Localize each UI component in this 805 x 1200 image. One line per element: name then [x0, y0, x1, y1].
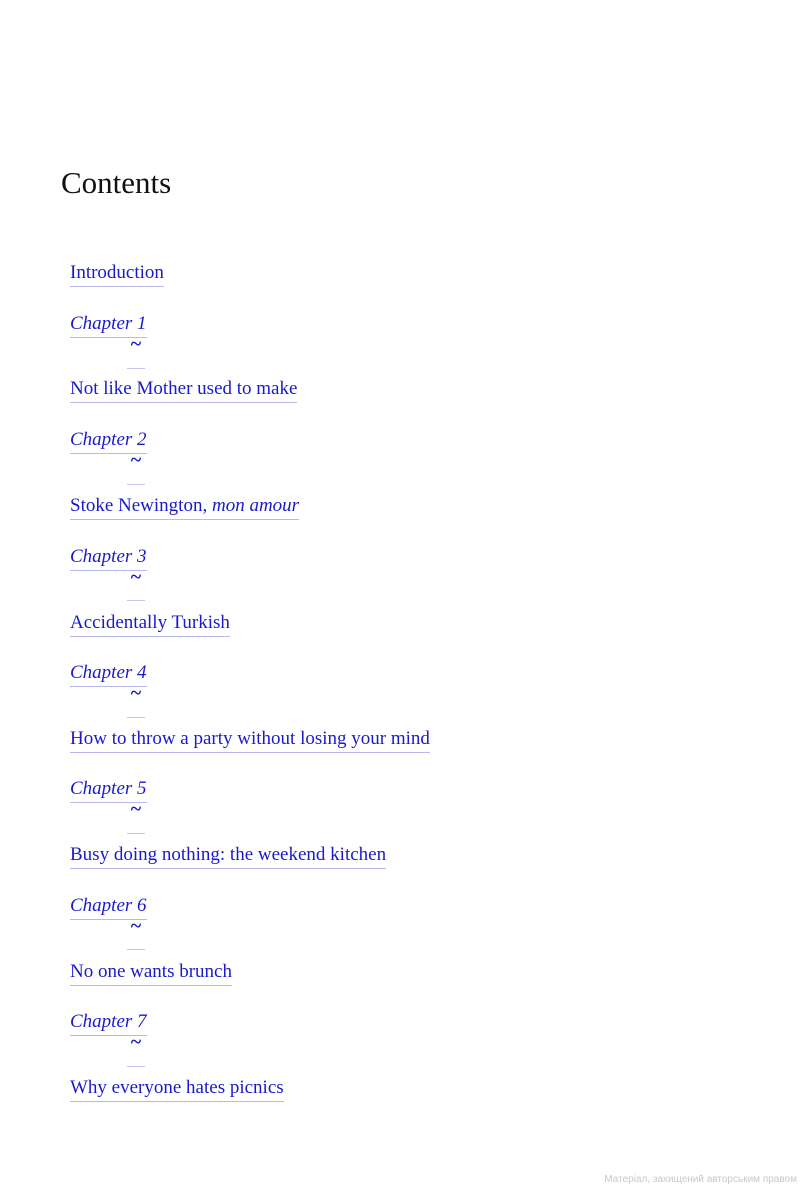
toc-link-chapter-4-label[interactable]: Chapter 4: [70, 661, 147, 687]
toc-link-chapter-2-title[interactable]: [70, 494, 299, 520]
toc-link-chapter-6-label[interactable]: Chapter 6: [70, 894, 147, 920]
toc-link-chapter-3-title[interactable]: Accidentally Turkish: [70, 611, 230, 637]
toc-link-chapter-3-label[interactable]: Chapter 3: [70, 545, 147, 571]
chapter-7-ornament: ~: [130, 1031, 142, 1053]
toc-link-chapter-7-title[interactable]: Why everyone hates picnics: [70, 1076, 284, 1102]
toc-link-chapter-7-label[interactable]: Chapter 7: [70, 1010, 147, 1036]
toc-link-chapter-5-label[interactable]: Chapter 5: [70, 777, 147, 803]
chapter-4-ornament: ~: [130, 682, 142, 704]
toc-link-chapter-2-label[interactable]: Chapter 2: [70, 428, 147, 454]
chapter-1-ornament-rule: [127, 368, 145, 369]
chapter-4-ornament-rule: [127, 717, 145, 718]
chapter-6-ornament-rule: [127, 949, 145, 950]
toc-link-chapter-6-title[interactable]: No one wants brunch: [70, 960, 232, 986]
chapter-7-ornament-rule: [127, 1066, 145, 1067]
toc-link-chapter-1-label[interactable]: Chapter 1: [70, 312, 147, 338]
table-of-contents: [70, 0, 770, 1200]
chapter-3-ornament-rule: [127, 600, 145, 601]
toc-link-chapter-4-title[interactable]: How to throw a party without losing your mind: [70, 727, 430, 753]
chapter-3-ornament: ~: [130, 566, 142, 588]
toc-link-chapter-1-title[interactable]: Not like Mother used to make: [70, 377, 297, 403]
chapter-2-ornament: ~: [130, 449, 142, 471]
chapter-2-title-prefix: Stoke Newington,: [70, 495, 212, 516]
chapter-5-ornament: ~: [130, 798, 142, 820]
toc-link-chapter-5-title[interactable]: Busy doing nothing: the weekend kitchen: [70, 843, 386, 869]
chapter-2-ornament-rule: [127, 484, 145, 485]
toc-link-introduction[interactable]: Introduction: [70, 261, 164, 287]
chapter-6-ornament: ~: [130, 915, 142, 937]
page-title: Contents: [61, 165, 172, 200]
copyright-watermark: Матеріал, захищений авторським правом: [604, 1174, 797, 1185]
chapter-1-ornament: ~: [130, 333, 142, 355]
chapter-5-ornament-rule: [127, 833, 145, 834]
chapter-2-title-emphasis: mon amour: [211, 495, 300, 516]
